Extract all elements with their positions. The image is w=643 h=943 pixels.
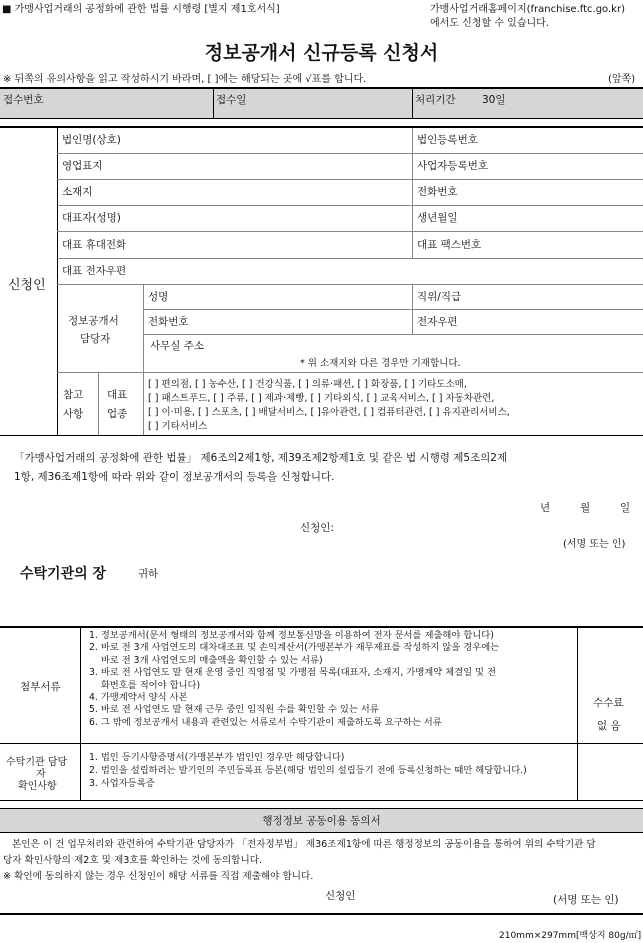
form-reference: ■ 가맹사업거래의 공정화에 관한 법률 시행령 [별지 제1호서식] bbox=[2, 4, 280, 15]
company-name-label: 법인명(상호) bbox=[62, 134, 121, 146]
processing-period-label: 처리기간 bbox=[415, 94, 456, 106]
verification-label-3: 확인사항 bbox=[18, 781, 57, 792]
contact-phone-label: 전화번호 bbox=[148, 316, 189, 328]
contact-label-2: 담당자 bbox=[80, 333, 111, 345]
industry-options-line3[interactable]: [ ] 이·미용, [ ] 스포츠, [ ] 배달서비스, [ ]유아관련, [ ] 컴퓨터관련, [ ] 유지관리서비스, bbox=[148, 407, 510, 418]
verification-item: 2. 법인을 설립하려는 발기인의 주민등록표 등본(해당 법인의 설립등기 전에 등록신청하는 때만 해당합니다.) bbox=[89, 765, 527, 776]
industry-options-line4[interactable]: [ ] 기타서비스 bbox=[148, 421, 208, 432]
declaration-sign-label: (서명 또는 인) bbox=[563, 539, 626, 550]
industry-label-1: 대표 bbox=[107, 389, 128, 401]
ref-label-1: 참고 bbox=[63, 389, 84, 401]
contact-name-label: 성명 bbox=[148, 291, 169, 303]
paper-spec: 210mm×297mm[백상지 80g/㎡] bbox=[499, 931, 642, 941]
fax-label: 대표 팩스번호 bbox=[417, 239, 482, 251]
declaration-applicant-label: 신청인: bbox=[300, 522, 334, 534]
phone-label: 전화번호 bbox=[417, 186, 458, 198]
corp-reg-no-label: 법인등록번호 bbox=[417, 134, 478, 146]
verification-label-2: 자 bbox=[36, 769, 46, 780]
applicant-section-label: 신청인 bbox=[8, 278, 46, 293]
receipt-date-label: 접수일 bbox=[216, 94, 247, 106]
date-month: 월 bbox=[580, 502, 591, 514]
attachment-item: 2. 바로 전 3개 사업연도의 대차대조표 및 손익계산서(가맹본부가 재무제표를 작성하지 않을 경우에는 bbox=[89, 642, 500, 654]
mobile-label: 대표 휴대전화 bbox=[62, 239, 127, 251]
verification-item: 1. 법인 등기사항증명서(가맹본부가 법인인 경우만 해당합니다) bbox=[89, 752, 345, 763]
declaration-line2: 1항, 제36조제1항에 따라 위와 같이 정보공개서의 등록을 신청합니다. bbox=[14, 471, 335, 483]
fee-label: 수수료 bbox=[593, 697, 624, 709]
form-title: 정보공개서 신규등록 신청서 bbox=[204, 42, 439, 64]
birth-date-label: 생년월일 bbox=[417, 212, 458, 224]
consent-line2: 당자 확인사항의 제2호 및 제3호를 확인하는 것에 동의합니다. bbox=[3, 855, 263, 866]
industry-options-line2[interactable]: [ ] 패스트푸드, [ ] 주류, [ ] 제과·제빵, [ ] 기타외식, [ ] 교육서비스, [ ] 자동차관련, bbox=[148, 393, 495, 404]
verification-item: 3. 사업자등록증 bbox=[89, 778, 155, 789]
attachment-item: 1. 정보공개서(문서 형태의 정보공개서와 함께 정보통신망을 이용하여 전자 문서를 제출해야 합니다) bbox=[89, 630, 494, 641]
consent-line1: 본인은 이 건 업무처리와 관련하여 수탁기관 담당자가 「전자정부법」 제36조제1항에 따른 행정정보의 공동이용을 통하여 위의 수탁기관 담 bbox=[12, 839, 596, 850]
attachment-item: 6. 그 밖에 정보공개서 내용과 관련있는 서류로서 수탁기관이 제출하도록 요구하는 서류 bbox=[89, 716, 442, 728]
attachment-item: 4. 가맹계약서 양식 사본 bbox=[89, 692, 188, 704]
address-label: 소재지 bbox=[62, 186, 93, 198]
processing-period-value: 30일 bbox=[482, 94, 506, 106]
contact-office-note: * 위 소재지와 다른 경우만 기재합니다. bbox=[300, 358, 461, 369]
verification-label-1: 수탁기관 담당 bbox=[6, 757, 68, 768]
consent-applicant-label: 신청인 bbox=[325, 890, 356, 902]
attachments-label: 첨부서류 bbox=[20, 681, 61, 693]
attachments-list bbox=[89, 630, 575, 729]
consent-sign-label: (서명 또는 인) bbox=[553, 894, 619, 906]
date-day: 일 bbox=[620, 502, 631, 514]
representative-label: 대표자(성명) bbox=[62, 212, 121, 224]
biz-reg-no-label: 사업자등록번호 bbox=[417, 160, 489, 172]
contact-label-1: 정보공개서 bbox=[68, 315, 119, 327]
declaration-line1: 「가맹사업거래의 공정화에 관한 법률」 제6조의2제1항, 제39조제2항제1호 및 같은 법 시행령 제5조의2제 bbox=[14, 452, 508, 464]
online-note-line2: 에서도 신청할 수 있습니다. bbox=[430, 18, 549, 29]
date-year: 년 bbox=[540, 502, 551, 514]
business-mark-label: 영업표지 bbox=[62, 160, 103, 172]
online-note-line1: 가맹사업거래홈페이지(franchise.ftc.go.kr) bbox=[430, 4, 625, 15]
consent-line3: ※ 확인에 동의하지 않는 경우 신청인이 해당 서류를 직접 제출해야 합니다. bbox=[3, 871, 314, 882]
industry-options-line1[interactable]: [ ] 편의점, [ ] 농수산, [ ] 건강식품, [ ] 의류·패션, [ ] 화장품, [ ] 기타도소매, bbox=[148, 379, 467, 390]
contact-email-label: 전자우편 bbox=[417, 316, 458, 328]
ref-label-2: 사항 bbox=[63, 408, 84, 420]
recipient-title: 수탁기관의 장 bbox=[20, 566, 107, 582]
email-label: 대표 전자우편 bbox=[62, 265, 127, 277]
page-side: (앞쪽) bbox=[608, 74, 636, 85]
attachment-item: 화번호를 적어야 합니다) bbox=[89, 679, 201, 691]
receipt-row bbox=[0, 87, 643, 118]
attachment-item: 5. 바로 전 사업연도 말 현재 근무 중인 임직원 수를 확인할 수 있는 서류 bbox=[89, 704, 379, 716]
industry-label-2: 업종 bbox=[107, 408, 128, 420]
attachment-item: 3. 바로 전 사업연도 말 현재 운영 중인 직영점 및 가맹점 목록(대표자, 소재지, 가맹계약 체결일 및 전 bbox=[89, 667, 496, 679]
fee-value: 없 음 bbox=[597, 720, 621, 732]
notice: ※ 뒤쪽의 유의사항을 읽고 작성하시기 바라며, [ ]에는 해당되는 곳에 √표를 합니다. bbox=[3, 74, 367, 85]
contact-office-label: 사무실 주소 bbox=[150, 340, 205, 352]
recipient-honorific: 귀하 bbox=[138, 568, 159, 580]
consent-title: 행정정보 공동이용 동의서 bbox=[262, 815, 381, 827]
receipt-number-label: 접수번호 bbox=[3, 94, 44, 106]
verification-list bbox=[89, 751, 575, 790]
attachment-item: 바로 전 3개 사업연도의 매출액을 확인할 수 있는 서류) bbox=[89, 654, 323, 666]
contact-position-label: 직위/직급 bbox=[417, 291, 462, 303]
